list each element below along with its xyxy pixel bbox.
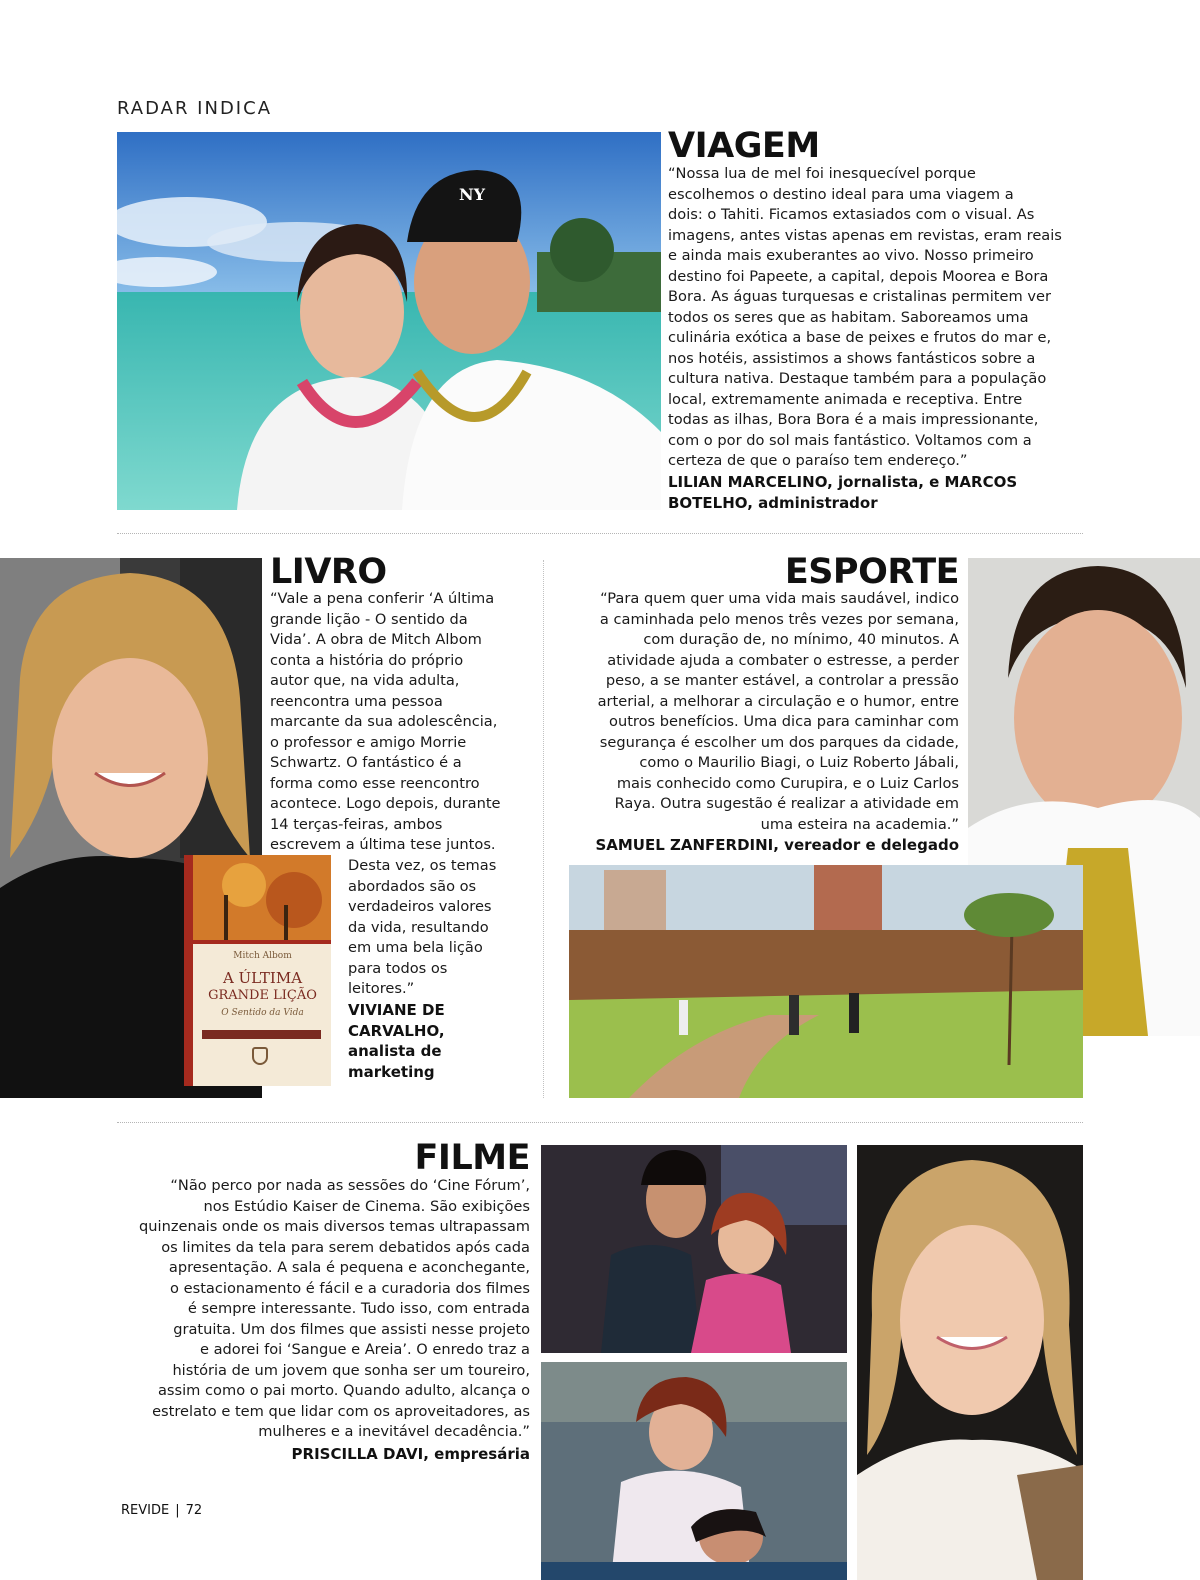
livro-credit: VIVIANE DE CARVALHO, analista de marketing <box>348 1001 445 1081</box>
magazine-name: REVIDE <box>121 1503 170 1518</box>
couple-tahiti-photo <box>117 132 661 510</box>
book-subtitle: O Sentido da Vida <box>221 1008 304 1018</box>
priscilla-portrait-photo <box>857 1145 1083 1580</box>
livro-heading: LIVRO <box>270 552 387 592</box>
viagem-credit: LILIAN MARCELINO, jornalista, e MARCOS BOTELHO, administrador <box>668 473 1018 512</box>
park-walkers-photo <box>569 865 1083 1098</box>
film-still-top-photo <box>541 1145 847 1353</box>
filme-heading: FILME <box>414 1138 530 1178</box>
esporte-credit: SAMUEL ZANFERDINI, vereador e delegado <box>595 836 959 854</box>
divider-bottom <box>117 1122 1083 1123</box>
publisher-logo-icon <box>252 1047 268 1065</box>
film-still-bottom-photo <box>541 1362 847 1580</box>
esporte-heading: ESPORTE <box>784 552 959 592</box>
viagem-heading: VIAGEM <box>668 126 820 166</box>
book-band <box>202 1030 321 1039</box>
livro-quote: “Vale a pena conferir ‘A última grande lição - O sentido da Vida’. A obra de Mitch Albom conta a história do próprio autor que, na vida adulta, reencontra uma pessoa marcante da sua adolescência, o professor e amigo Morrie Schwartz. O fantástico é a forma como esse reencontro acontece. Logo depois, durante 14 terças-feiras, ambos escrevem a última tese juntos. <box>270 590 501 853</box>
page-footer <box>121 1503 202 1518</box>
svg-text:NY: NY <box>459 185 486 204</box>
book-cover <box>184 855 331 1086</box>
page-number: 72 <box>185 1503 203 1518</box>
esporte-quote: “Para quem quer uma vida mais saudável, indico a caminhada pelo menos três vezes por semana, com duração de, no mínimo, 40 minutos. A atividade ajuda a combater o estresse, a perder peso, a se manter estável, a controlar a pressão arterial, a melhorar a circulação e o humor, entre outros benefícios. Uma dica para caminhar com segurança é escolher um dos parques da cidade, como o Maurilio Biagi, o Luiz Roberto Jábali, mais conhecido como Curupira, e o Luiz Carlos Raya. Outra sugestão é realizar a atividade em uma esteira na academia.” <box>597 590 959 833</box>
filme-quote: “Não perco por nada as sessões do ‘Cine Fórum’, nos Estúdio Kaiser de Cinema. São exibições quinzenais onde os mais diversos temas ultrapassam os limites da tela para serem debatidos após cada apresentação. A sala é pequena e aconchegante, o estacionamento é fácil e a curadoria dos filmes é sempre interessante. Tudo isso, com entrada gratuita. Um dos filmes que assisti nesse projeto e adorei foi ‘Sangue e Areia’. O enredo traz a história de um jovem que sonha ser um toureiro, assim como o pai morto. Quando adulto, alcança o estrelato e tem que lidar com os aproveitadores, as mulheres e a inevitável decadência.” <box>139 1177 530 1440</box>
livro-quote-continued: Desta vez, os temas abordados são os verdadeiros valores da vida, resultando em uma bela lição para todos os leitores.” <box>348 857 497 997</box>
divider-top <box>117 533 1083 534</box>
footer-separator: | <box>175 1503 180 1518</box>
divider-vertical <box>543 560 544 1098</box>
filme-credit: PRISCILLA DAVI, empresária <box>291 1445 530 1463</box>
book-title-line2: GRANDE LIÇÃO <box>208 988 317 1003</box>
viagem-quote: “Nossa lua de mel foi inesquecível porque escolhemos o destino ideal para uma viagem a dois: o Tahiti. Ficamos extasiados com o visual. As imagens, antes vistas apenas em revistas, eram reais e ainda mais exuberantes ao vivo. Nosso primeiro destino foi Papeete, a capital, depois Moorea e Bora Bora. As águas turquesas e cristalinas permitem ver todos os seres que as habitam. Saboreamos uma culinária exótica a base de peixes e frutos do mar e, nos hotéis, assistimos a shows fantásticos sobre a cultura nativa. Destaque também para a população local, extremamente animada e receptiva. Entre todas as ilhas, Bora Bora é a mais impressionante, com o por do sol mais fantástico. Voltamos com a certeza de que o paraíso tem endereço.” <box>668 165 1062 469</box>
section-label: RADAR INDICA <box>117 98 273 119</box>
book-title-line1: A ÚLTIMA <box>222 969 303 987</box>
book-author: Mitch Albom <box>233 951 292 961</box>
